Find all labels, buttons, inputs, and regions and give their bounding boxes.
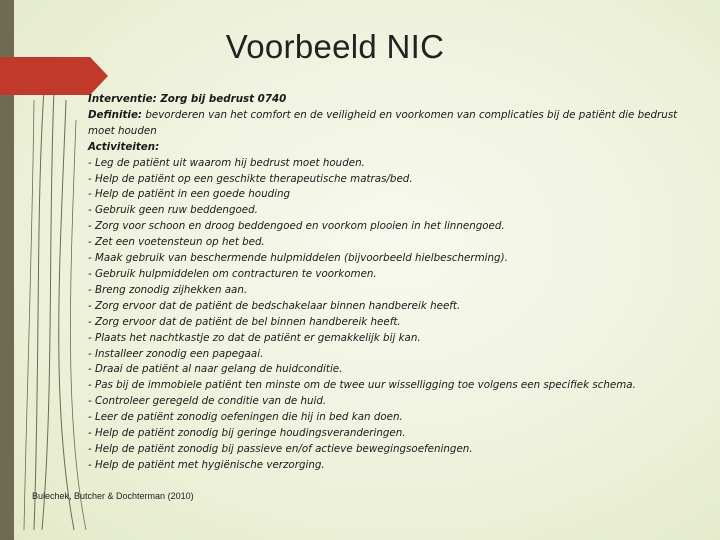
definition-line (88, 108, 688, 140)
list-item: - Zet een voetensteun op het bed. (88, 236, 265, 249)
list-item: - Gebruik hulpmiddelen om contracturen te voorkomen. (88, 267, 377, 280)
list-item: - Help de patiënt op een geschikte therapeutische matras/bed. (88, 172, 413, 185)
list-item: - Help de patiënt met hygiënische verzorging. (88, 458, 325, 471)
list-item: - Draai de patiënt al naar gelang de huidconditie. (88, 363, 343, 376)
list-item: - Leg de patiënt uit waarom hij bedrust moet houden. (88, 156, 365, 169)
slide-title: Voorbeeld NIC (225, 28, 445, 65)
title-arrow-shape (0, 57, 108, 95)
list-item: - Pas bij de immobiele patiënt ten minste om de twee uur wisselligging toe volgens een specifiek schema. (88, 379, 636, 392)
intervention-label: Interventie: (88, 93, 157, 105)
definition-label: Definitie: (88, 108, 143, 121)
list-item: - Plaats het nachtkastje zo dat de patiënt er gemakkelijk bij kan. (88, 331, 421, 344)
intervention-line (88, 92, 688, 108)
list-item: - Controleer geregeld de conditie van de huid. (88, 395, 327, 408)
list-item: - Help de patiënt in een goede houding (88, 188, 291, 201)
list-item: - Installeer zonodig een papegaai. (88, 347, 264, 360)
list-item: - Gebruik geen ruw beddengoed. (88, 204, 258, 217)
definition-value: bevorderen van het comfort en de veiligheid en voorkomen van complicaties bij de patiënt die bedrust moet houden (88, 108, 678, 137)
intervention-value: Zorg bij bedrust 0740 (160, 93, 287, 105)
list-item: - Help de patiënt zonodig bij passieve en/of actieve bewegingsoefeningen. (88, 442, 473, 455)
list-item: - Maak gebruik van beschermende hulpmiddelen (bijvoorbeeld hielbescherming). (88, 252, 508, 265)
citation: Bulechek, Butcher & Dochterman (2010) (32, 491, 194, 501)
list-item: - Help de patiënt zonodig bij geringe houdingsveranderingen. (88, 427, 406, 440)
list-item: - Zorg ervoor dat de patiënt de bel binnen handbereik heeft. (88, 315, 401, 328)
list-item: - Breng zonodig zijhekken aan. (88, 283, 248, 296)
activities-label: Activiteiten: (88, 140, 160, 153)
list-item: - Zorg ervoor dat de patiënt de bedschakelaar binnen handbereik heeft. (88, 299, 461, 312)
activities-list (88, 156, 688, 474)
content-block (88, 92, 688, 474)
list-item: - Leer de patiënt zonodig oefeningen die hij in bed kan doen. (88, 411, 403, 424)
list-item: - Zorg voor schoon en droog beddengoed en voorkom plooien in het linnengoed. (88, 220, 505, 233)
